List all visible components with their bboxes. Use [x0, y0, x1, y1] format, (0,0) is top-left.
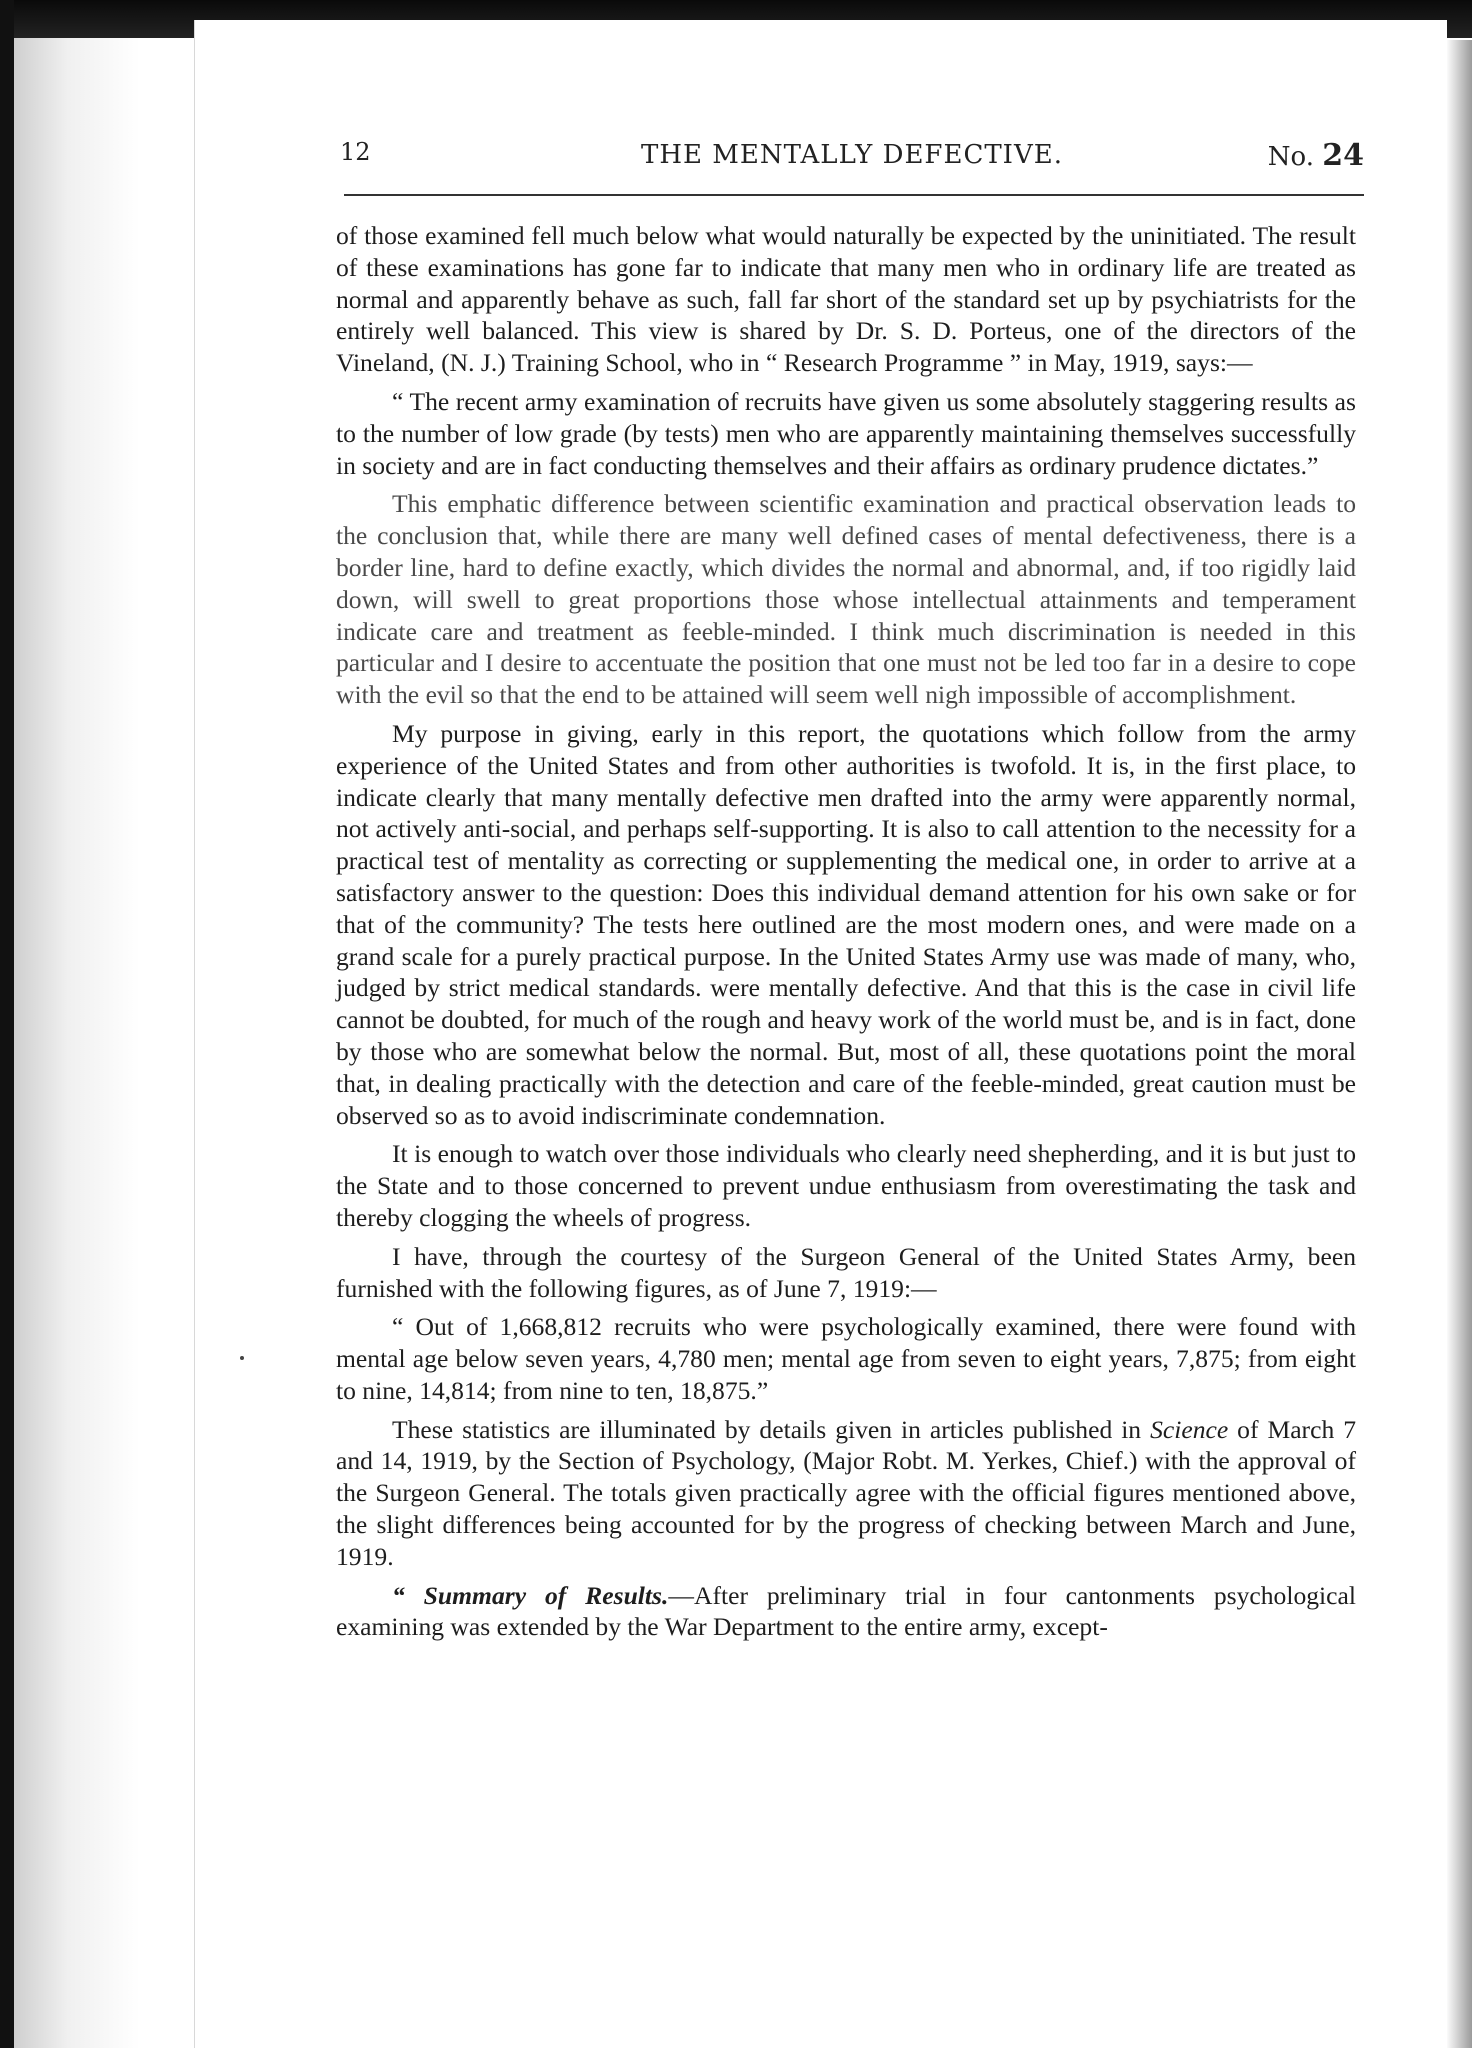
page-number: 12: [340, 138, 371, 166]
scan-edge-mark: [0, 780, 10, 930]
paragraph: [336, 1414, 1356, 1573]
block-quote: “ The recent army examination of recruits have given us some absolutely staggering results as to the number of low grade (by tests) men who are apparently maintaining themselves successfully in society and are in fact conducting themselves and their affairs as ordinary prudence dictates.”: [336, 386, 1356, 480]
journal-name: Science: [1150, 1414, 1229, 1444]
paragraph: My purpose in giving, early in this report, the quotations which follow from the army experience of the United States and from other authorities is twofold. It is, in the first place, to indicate clearly that many mentally defective men drafted into the army were apparently normal, not actively anti-social, and perhaps self-supporting. It is also to call attention to the necessity for a practical test of mentality as correcting or supplementing the medical one, in order to arrive at a satisfactory answer to the question: Does this individual demand attention for his own sake or for that of the community? The tests here outlined are the most modern ones, and were made on a grand scale for a purely practical purpose. In the United States Army use was made of many, who, judged by strict medical standards. were mentally defective. And that this is the case in civil life cannot be doubted, for much of the rough and heavy work of the world must be, and is in fact, done by those who are somewhat below the normal. But, most of all, these quotations point the moral that, in dealing practically with the detection and care of the feeble-minded, great caution must be observed so as to avoid indiscriminate condemnation.: [336, 718, 1356, 1130]
summary-heading: “ Summary of Results.: [392, 1580, 669, 1610]
scan-left-border: [0, 0, 14, 2048]
running-title: THE MENTALLY DEFECTIVE.: [641, 140, 1063, 170]
statistics-quote: “ Out of 1,668,812 recruits who were psychologically examined, there were found with mental age below seven years, 4,780 men; mental age from seven to eight years, 7,875; from eight to nine, 14,814; from nine to ten, 18,875.”: [336, 1312, 1356, 1405]
paragraph: I have, through the courtesy of the Surgeon General of the United States Army, been furnished with the following figures, as of June 7, 1919:—: [336, 1241, 1356, 1303]
body-text: [336, 220, 1356, 1650]
issue-number-value: 24: [1322, 138, 1364, 173]
paragraph: of those examined fell much below what would naturally be expected by the uninitiated. The result of these examinations has gone far to indicate that many men who in ordinary life are treated as normal and apparently behave as such, fall far short of the standard set up by psychiatrists for the entirely well balanced. This view is shared by Dr. S. D. Porteus, one of the directors of the Vineland, (N. J.) Training School, who in “ Research Programme ” in May, 1919, says:—: [336, 221, 1356, 378]
paragraph: This emphatic difference between scientific examination and practical observation leads to the conclusion that, while there are many well defined cases of mental defectiveness, there is a border line, hard to define exactly, which divides the normal and abnormal, and, if too rigidly laid down, will swell to great proportions those whose intellectual attainments and temperament indicate care and treatment as feeble-minded. I think much discrimination is needed in this particular and I desire to accentuate the position that one must not be led too far in a desire to cope with the evil so that the end to be attained will seem well nigh impossible of accomplishment.: [336, 489, 1356, 710]
margin-speck: [240, 1356, 244, 1360]
binding-shadow: [14, 0, 194, 2048]
text-run: These statistics are illuminated by details given in articles published in: [392, 1414, 1151, 1444]
issue-number: [1268, 138, 1364, 173]
text-run: of March 7 and 14, 1919, by the Section of Psychology, (Major Robt. M. Yerkes, Chief.) with the approval of the Surgeon General. The totals given practically agree with the official figures mentioned above, the slight differences being accounted for by the progress of checking between March and June, 1919.: [336, 1414, 1356, 1571]
page-header: [340, 118, 1364, 173]
paragraph: It is enough to watch over those individuals who clearly need shepherding, and it is but just to the State and to those concerned to prevent undue enthusiasm from overestimating the task and thereby clogging the wheels of progress.: [336, 1139, 1356, 1232]
header-rule: [344, 194, 1364, 196]
text-run: —After preliminary trial in four cantonments psychological examining was extended by the War Department to the entire army, except-: [336, 1580, 1356, 1642]
issue-prefix: No.: [1267, 142, 1314, 172]
paragraph: [336, 1580, 1356, 1644]
page-edge-shadow: [1446, 40, 1472, 2048]
